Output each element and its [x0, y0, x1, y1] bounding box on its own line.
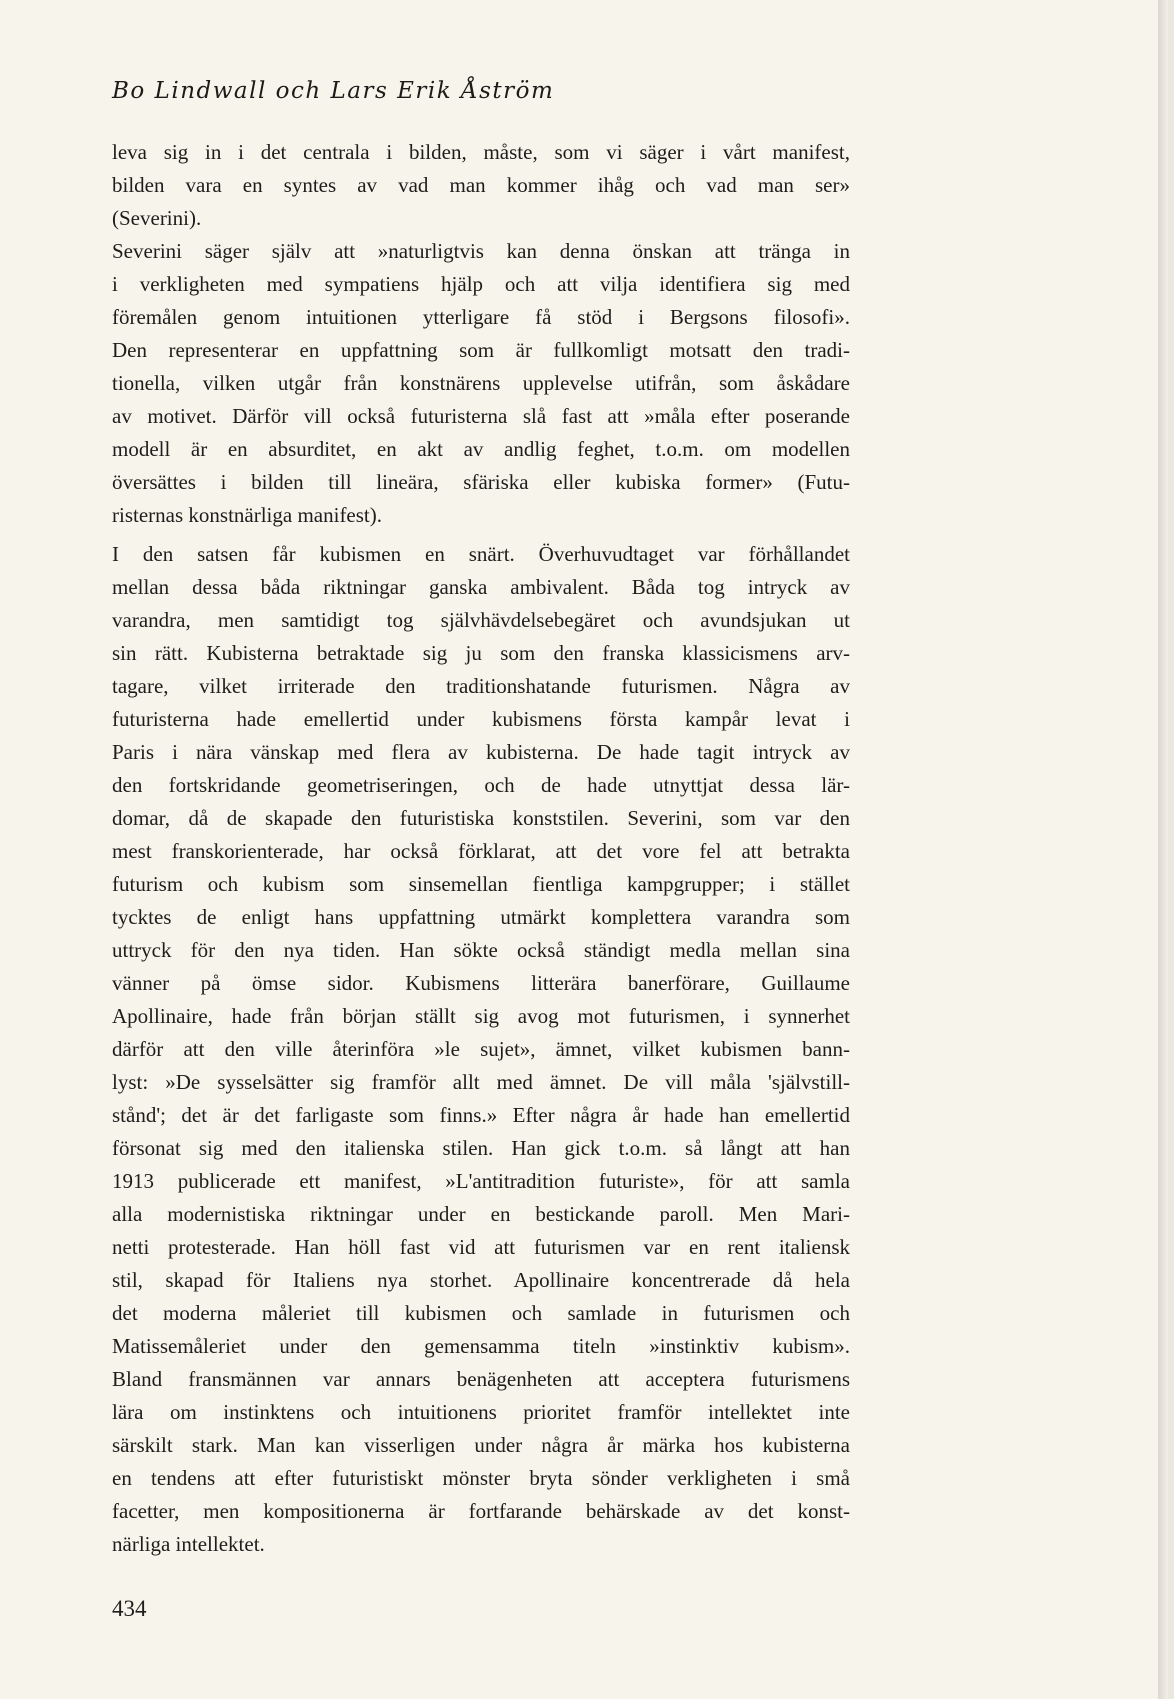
text-line: (Severini). — [112, 206, 202, 230]
text-line: i verkligheten med sympatiens hjälp och att vilja identifiera sig med — [112, 272, 850, 296]
text-line: futuristerna hade emellertid under kubismens första kampår levat i — [112, 707, 850, 731]
text-line: Matissemåleriet under den gemensamma titeln »instinktiv kubism». — [112, 1334, 850, 1358]
text-line: Apollinaire, hade från början ställt sig avog mot futurismen, i synnerhet — [112, 1004, 850, 1028]
text-line: netti protesterade. Han höll fast vid att futurismen var en rent italiensk — [112, 1235, 850, 1259]
text-line: risternas konstnärliga manifest). — [112, 503, 383, 527]
text-line: översättes i bilden till lineära, sfäriska eller kubiska former» (Futu- — [112, 470, 850, 494]
text-line: vänner på ömse sidor. Kubismens litterära banerförare, Guillaume — [112, 971, 850, 995]
text-line: lära om instinktens och intuitionens prioritet framför intellektet inte — [112, 1400, 850, 1424]
text-line: tagare, vilket irriterade den traditionshatande futurismen. Några av — [112, 674, 850, 698]
text-line: försonat sig med den italienska stilen. Han gick t.o.m. så långt att han — [112, 1136, 850, 1160]
text-line: futurism och kubism som sinsemellan fientliga kampgrupper; i stället — [112, 872, 850, 896]
text-line: domar, då de skapade den futuristiska konststilen. Severini, som var den — [112, 806, 850, 830]
text-line: stil, skapad för Italiens nya storhet. Apollinaire koncentrerade då hela — [112, 1268, 850, 1292]
text-line: en tendens att efter futuristiskt mönster bryta sönder verkligheten i små — [112, 1466, 850, 1490]
text-line: tycktes de enligt hans uppfattning utmärkt komplettera varandra som — [112, 905, 850, 929]
text-line: 1913 publicerade ett manifest, »L'antitradition futuriste», för att samla — [112, 1169, 850, 1193]
text-line: bilden vara en syntes av vad man kommer ihåg och vad man ser» — [112, 173, 850, 197]
text-line: stånd'; det är det farligaste som finns.» Efter några år hade han emellertid — [112, 1103, 850, 1127]
running-head: Bo Lindwall och Lars Erik Åström — [112, 78, 555, 104]
text-line: leva sig in i det centrala i bilden, måste, som vi säger i vårt manifest, — [112, 140, 850, 164]
body-text — [112, 136, 850, 1561]
text-line: Severini säger själv att »naturligtvis kan denna önskan att tränga in — [112, 239, 850, 263]
text-line: facetter, men kompositionerna är fortfarande behärskade av det konst- — [112, 1499, 850, 1523]
text-line: uttryck för den nya tiden. Han sökte också ständigt medla mellan sina — [112, 938, 850, 962]
text-line: Bland fransmännen var annars benägenheten att acceptera futurismens — [112, 1367, 850, 1391]
text-line: det moderna måleriet till kubismen och samlade in futurismen och — [112, 1301, 850, 1325]
text-line: särskilt stark. Man kan visserligen under några år märka hos kubisterna — [112, 1433, 850, 1457]
text-line: mellan dessa båda riktningar ganska ambivalent. Båda tog intryck av — [112, 575, 850, 599]
text-line: varandra, men samtidigt tog självhävdelsebegäret och avundsjukan ut — [112, 608, 850, 632]
text-line: föremålen genom intuitionen ytterligare få stöd i Bergsons filosofi». — [112, 305, 850, 329]
text-line: mest franskorienterade, har också förklarat, att det vore fel att betrakta — [112, 839, 850, 863]
text-line: I den satsen får kubismen en snärt. Överhuvudtaget var förhållandet — [112, 542, 850, 566]
text-line: Paris i nära vänskap med flera av kubisterna. De hade tagit intryck av — [112, 740, 850, 764]
text-line: alla modernistiska riktningar under en bestickande paroll. Men Mari- — [112, 1202, 850, 1226]
text-line: tionella, vilken utgår från konstnärens upplevelse utifrån, som åskådare — [112, 371, 850, 395]
text-line: sin rätt. Kubisterna betraktade sig ju som den franska klassicismens arv- — [112, 641, 850, 665]
text-line: modell är en absurditet, en akt av andlig feghet, t.o.m. om modellen — [112, 437, 850, 461]
text-line: närliga intellektet. — [112, 1532, 265, 1556]
text-line: av motivet. Därför vill också futuristerna slå fast att »måla efter poserande — [112, 404, 850, 428]
page-number: 434 — [112, 1596, 147, 1621]
text-line: lyst: »De sysselsätter sig framför allt med ämnet. De vill måla 'självstill- — [112, 1070, 850, 1094]
text-line: därför att den ville återinföra »le sujet», ämnet, vilket kubismen bann- — [112, 1037, 850, 1061]
text-line: den fortskridande geometriseringen, och de hade utnyttjat dessa lär- — [112, 773, 850, 797]
text-line: Den representerar en uppfattning som är fullkomligt motsatt den tradi- — [112, 338, 850, 362]
